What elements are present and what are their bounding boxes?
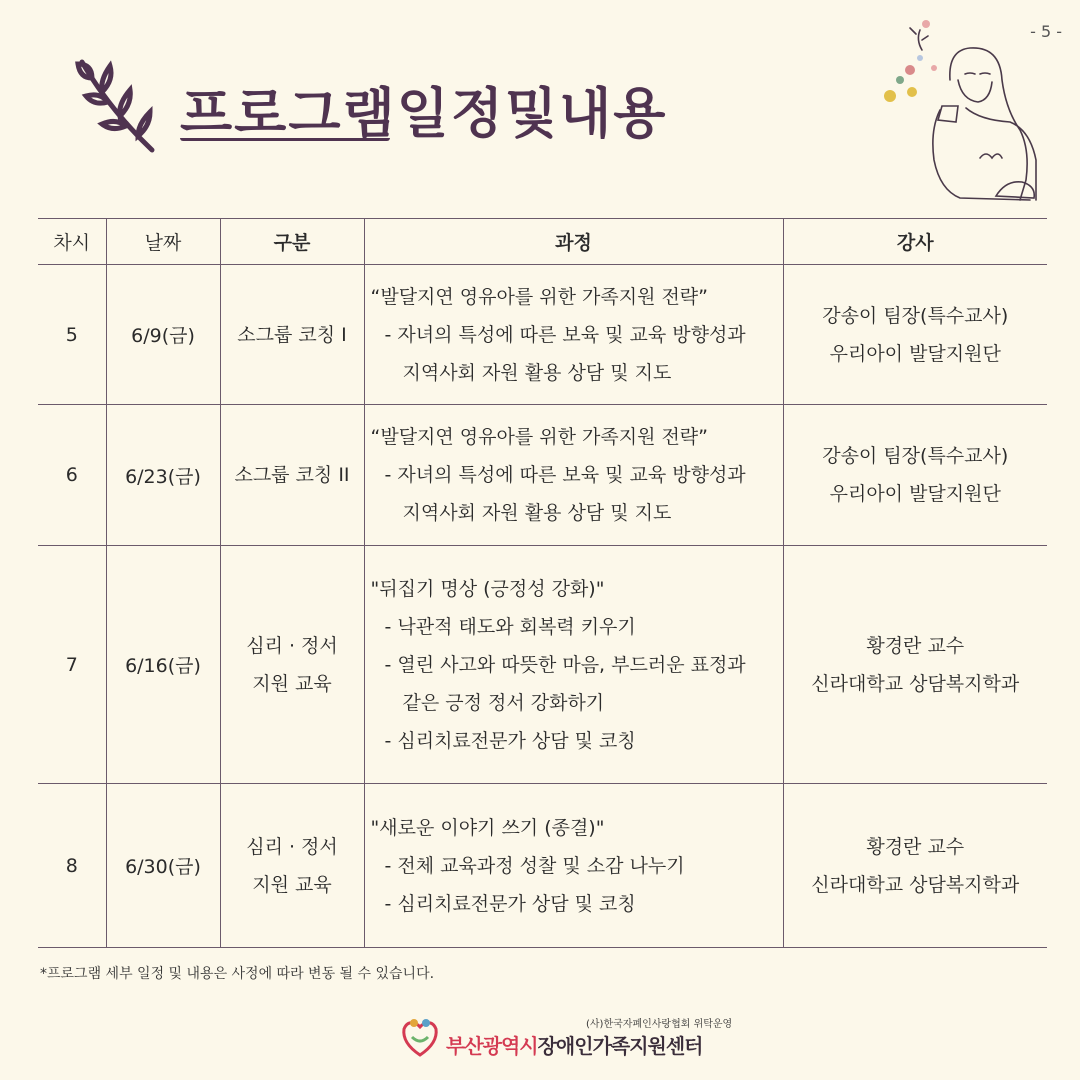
course-title: “발달지연 영유아를 위한 가족지원 전략” bbox=[370, 426, 709, 448]
table-header-row bbox=[38, 219, 1047, 265]
course-item: - 심리치료전문가 상담 및 코칭 bbox=[384, 892, 636, 915]
instructor-org: 신라대학교 상담복지학과 bbox=[811, 672, 1020, 695]
course-item: - 자녀의 특성에 따른 보육 및 교육 방향성과 bbox=[384, 323, 746, 346]
header-course: 과정 bbox=[364, 219, 783, 265]
instructor-name: 황경란 교수 bbox=[866, 634, 965, 657]
schedule-table bbox=[38, 218, 1047, 948]
date-cell: 6/23(금) bbox=[106, 405, 220, 546]
session-cell: 6 bbox=[38, 405, 106, 546]
category-line: 지원 교육 bbox=[252, 672, 332, 695]
course-cell bbox=[364, 405, 783, 546]
instructor-cell bbox=[783, 784, 1047, 948]
table-row bbox=[38, 546, 1047, 784]
instructor-name: 강송이 팀장(특수교사) bbox=[822, 445, 1009, 467]
course-item: - 자녀의 특성에 따른 보육 및 교육 방향성과 bbox=[384, 464, 746, 486]
page-number: - 5 - bbox=[1030, 22, 1062, 41]
session-cell: 7 bbox=[38, 546, 106, 784]
instructor-name: 황경란 교수 bbox=[866, 835, 965, 858]
course-item: - 전체 교육과정 성찰 및 소감 나누기 bbox=[384, 854, 685, 877]
instructor-org: 우리아이 발달지원단 bbox=[829, 483, 1001, 505]
branch-icon bbox=[70, 50, 160, 160]
category-line: 소그룹 코칭 II bbox=[234, 464, 350, 486]
footer-logo bbox=[400, 1012, 732, 1062]
footnote: *프로그램 세부 일정 및 내용은 사정에 따라 변동 될 수 있습니다. bbox=[40, 966, 435, 982]
course-item: 지역사회 자원 활용 상담 및 지도 bbox=[402, 361, 672, 384]
header-date: 날짜 bbox=[106, 219, 220, 265]
session-cell: 5 bbox=[38, 265, 106, 405]
date-cell: 6/16(금) bbox=[106, 546, 220, 784]
logo-title bbox=[446, 1030, 732, 1059]
course-title: "뒤집기 명상 (긍정성 강화)" bbox=[370, 577, 605, 600]
instructor-cell bbox=[783, 546, 1047, 784]
table-row bbox=[38, 784, 1047, 948]
title-underline bbox=[180, 132, 390, 141]
category-line: 심리 · 정서 bbox=[246, 634, 338, 657]
course-cell bbox=[364, 265, 783, 405]
course-title: “발달지연 영유아를 위한 가족지원 전략” bbox=[370, 285, 709, 308]
course-item: - 열린 사고와 따뜻한 마음, 부드러운 표정과 bbox=[384, 653, 746, 676]
header-session: 차시 bbox=[38, 219, 106, 265]
instructor-cell bbox=[783, 405, 1047, 546]
category-line: 심리 · 정서 bbox=[246, 835, 338, 858]
header-instructor: 강사 bbox=[783, 219, 1047, 265]
course-title: "새로운 이야기 쓰기 (종결)" bbox=[370, 816, 605, 839]
instructor-org: 우리아이 발달지원단 bbox=[829, 342, 1001, 365]
category-cell bbox=[220, 265, 364, 405]
course-item: 같은 긍정 정서 강화하기 bbox=[402, 691, 605, 714]
course-cell bbox=[364, 546, 783, 784]
category-cell bbox=[220, 405, 364, 546]
category-cell bbox=[220, 784, 364, 948]
page-title: 프로그램일정및내용 bbox=[180, 81, 668, 145]
heart-people-logo bbox=[400, 1015, 440, 1059]
table-row bbox=[38, 405, 1047, 546]
date-cell: 6/9(금) bbox=[106, 265, 220, 405]
category-line: 지원 교육 bbox=[252, 873, 332, 896]
category-cell bbox=[220, 546, 364, 784]
woman-coffee-illustration bbox=[830, 10, 1050, 210]
course-item: - 낙관적 태도와 회복력 키우기 bbox=[384, 615, 636, 638]
category-line: 소그룹 코칭 I bbox=[237, 323, 347, 346]
table-row bbox=[38, 265, 1047, 405]
instructor-cell bbox=[783, 265, 1047, 405]
date-cell: 6/30(금) bbox=[106, 784, 220, 948]
course-item: 지역사회 자원 활용 상담 및 지도 bbox=[402, 502, 672, 524]
logo-center: 장애인가족지원센터 bbox=[537, 1034, 703, 1058]
instructor-name: 강송이 팀장(특수교사) bbox=[822, 304, 1009, 327]
course-cell bbox=[364, 784, 783, 948]
header-category: 구분 bbox=[220, 219, 364, 265]
course-item: - 심리치료전문가 상담 및 코칭 bbox=[384, 729, 636, 752]
logo-subtitle: (사)한국자폐인사랑협회 위탁운영 bbox=[586, 1019, 733, 1030]
title-block bbox=[70, 50, 667, 160]
session-cell: 8 bbox=[38, 784, 106, 948]
logo-city: 부산광역시 bbox=[446, 1034, 538, 1058]
instructor-org: 신라대학교 상담복지학과 bbox=[811, 873, 1020, 896]
